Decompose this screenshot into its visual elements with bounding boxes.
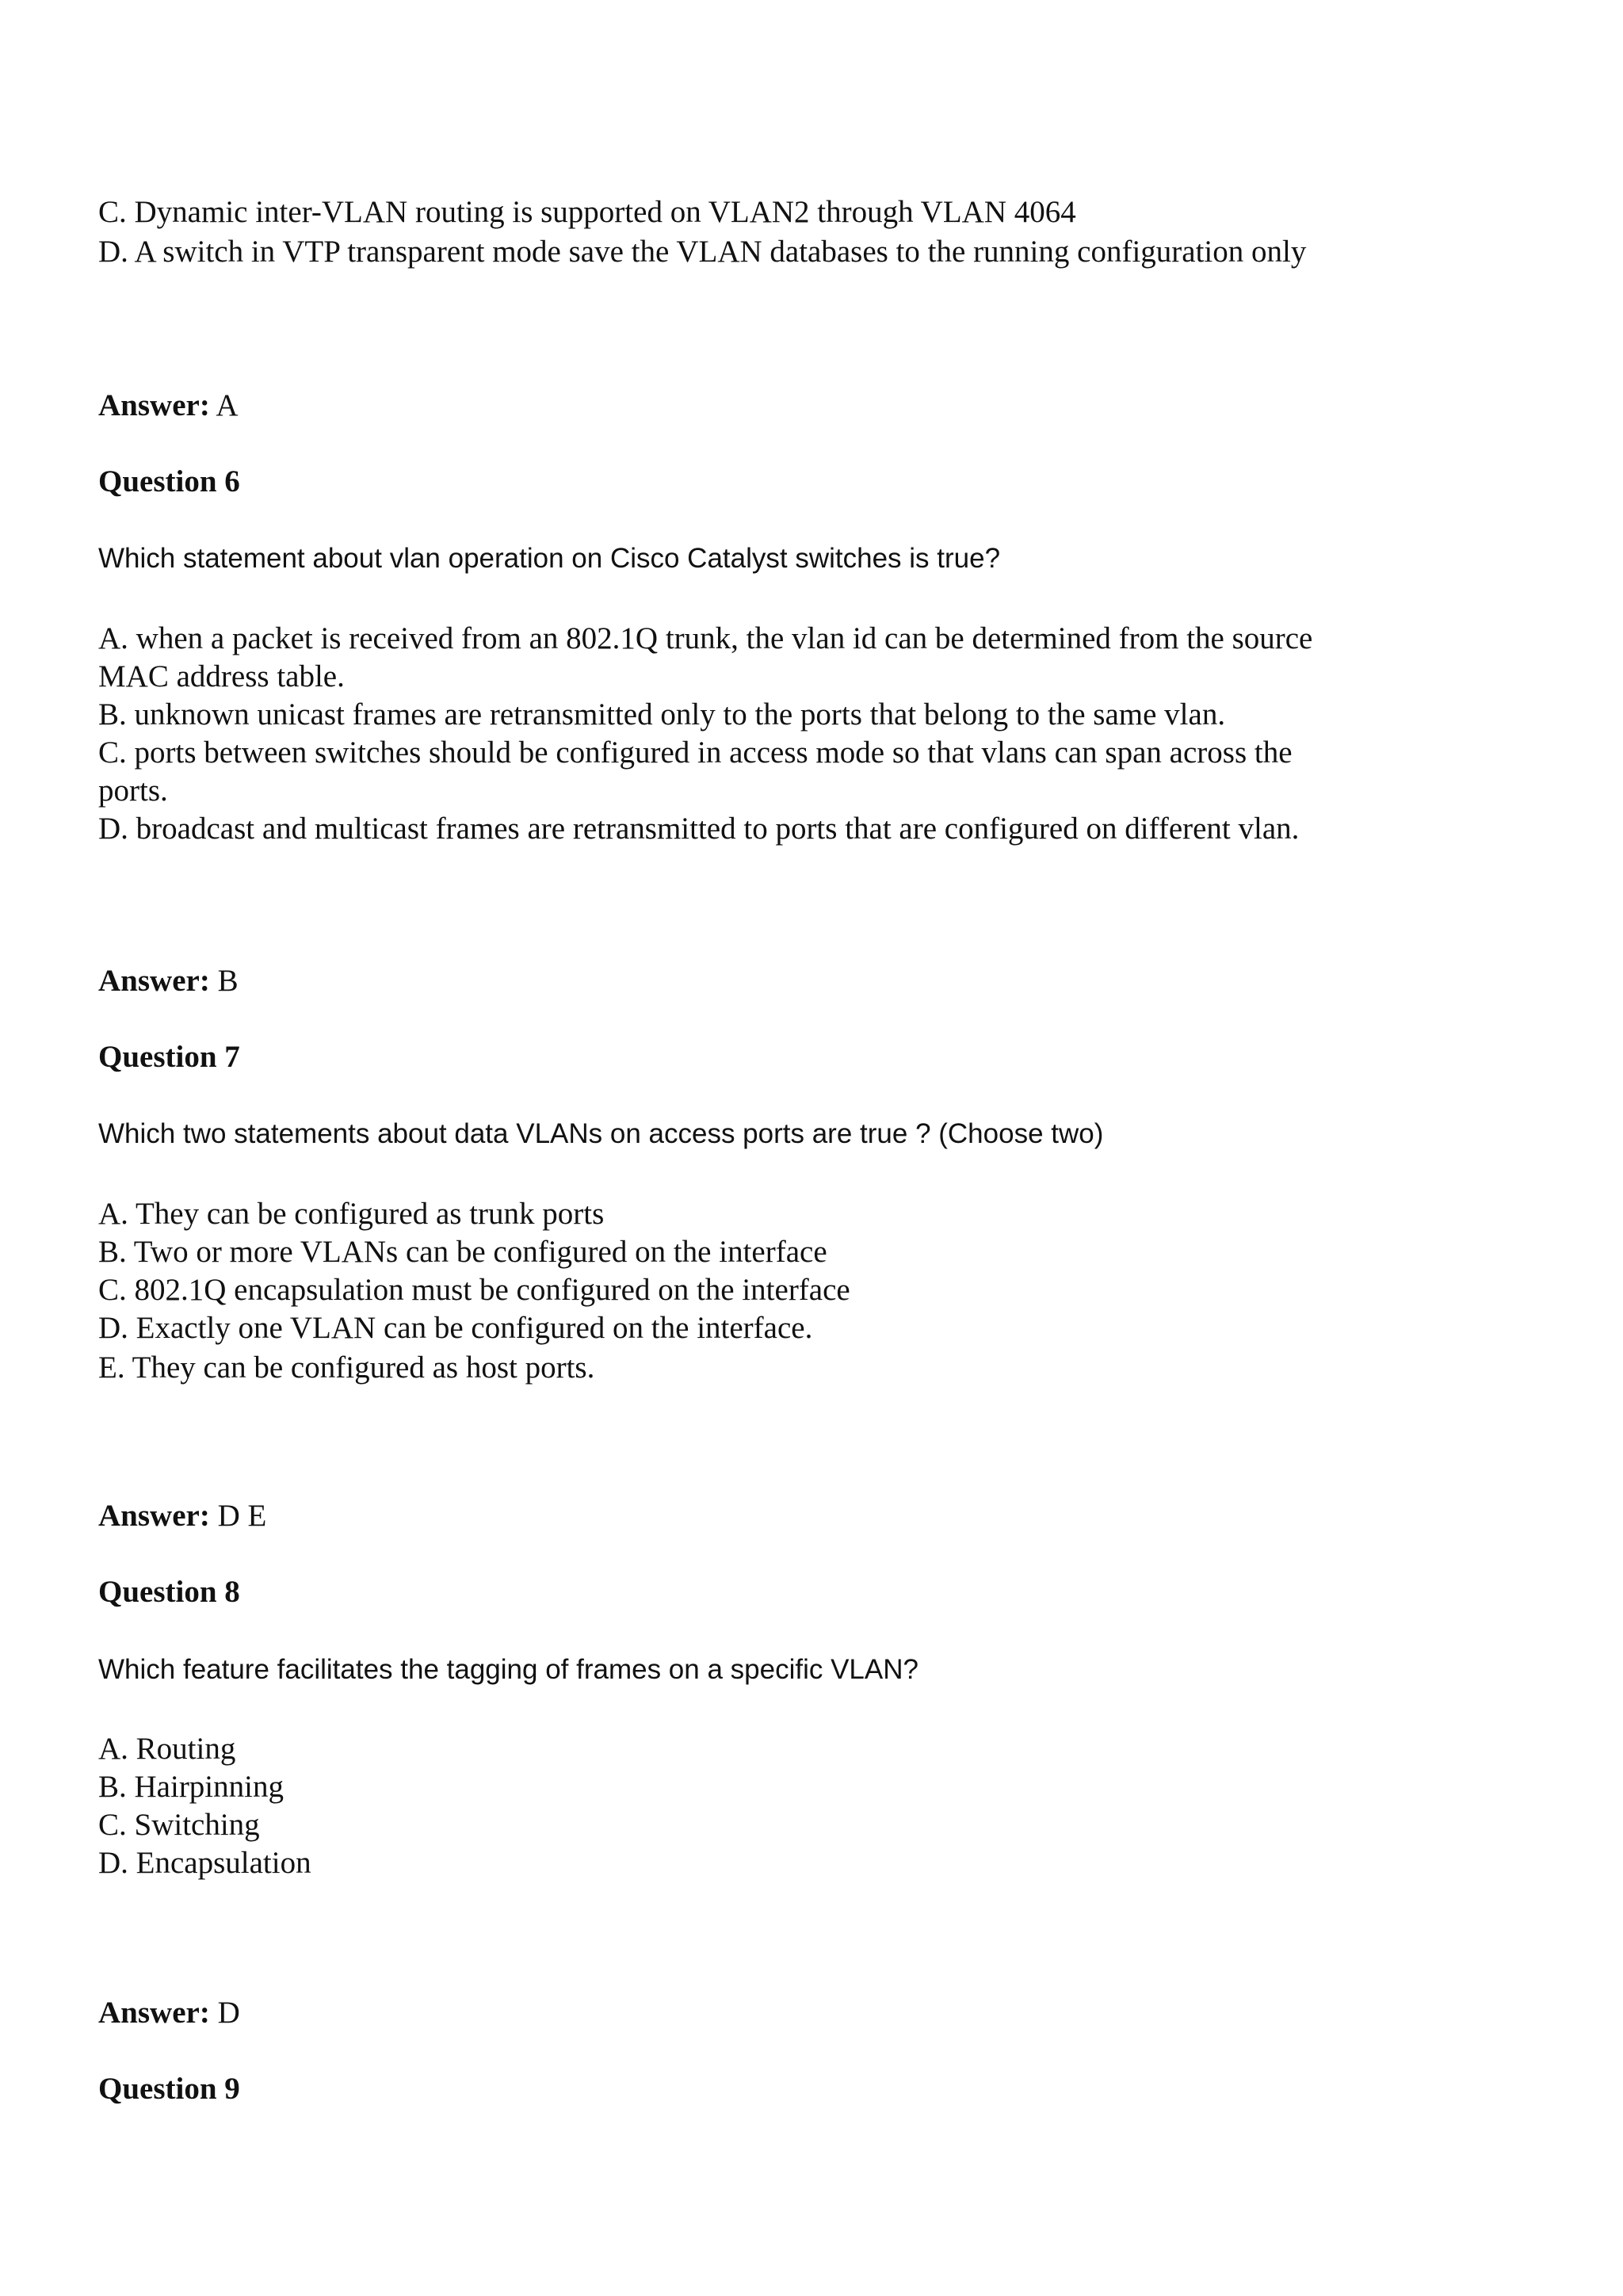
- question-7-answer: [98, 1497, 266, 1535]
- question-8-option-b: B. Hairpinning: [98, 1770, 284, 1804]
- question-7-option-b: B. Two or more VLANs can be configured on the interface: [98, 1235, 827, 1269]
- answer-label: Answer:: [98, 964, 210, 998]
- answer-value: A: [209, 388, 239, 422]
- question-6-option-c: C. ports between switches should be configured in access mode so that vlans can span across the: [98, 735, 1293, 770]
- answer-label: Answer:: [98, 388, 210, 422]
- question-8-option-d: D. Encapsulation: [98, 1846, 311, 1880]
- question-8-heading: Question 8: [98, 1575, 240, 1609]
- question-6-option-a-cont: MAC address table.: [98, 659, 345, 693]
- question-6-option-d: D. broadcast and multicast frames are retransmitted to ports that are configured on different vlan.: [98, 812, 1300, 846]
- answer-label: Answer:: [98, 1499, 210, 1533]
- option-d-prev: D. A switch in VTP transparent mode save the VLAN databases to the running configuration only: [98, 235, 1307, 269]
- question-7-option-e: E. They can be configured as host ports.: [98, 1350, 595, 1385]
- answer-value: D: [209, 1996, 240, 2030]
- option-c-prev: C. Dynamic inter-VLAN routing is supported on VLAN2 through VLAN 4064: [98, 195, 1076, 229]
- question-9-heading: Question 9: [98, 2072, 240, 2106]
- question-6-option-b: B. unknown unicast frames are retransmitted only to the ports that belong to the same vlan.: [98, 697, 1226, 732]
- question-8-stem: Which feature facilitates the tagging of frames on a specific VLAN?: [98, 1654, 918, 1685]
- question-8-option-c: C. Switching: [98, 1808, 260, 1842]
- question-8-answer: [98, 1994, 240, 2032]
- question-7-option-a: A. They can be configured as trunk ports: [98, 1197, 605, 1231]
- question-8-option-a: A. Routing: [98, 1732, 236, 1766]
- question-6-option-c-cont: ports.: [98, 774, 168, 808]
- answer-prev: [98, 387, 239, 425]
- question-7-heading: Question 7: [98, 1040, 240, 1074]
- question-7-option-d: D. Exactly one VLAN can be configured on the interface.: [98, 1311, 813, 1345]
- question-6-answer: [98, 962, 239, 1000]
- answer-value: D E: [209, 1499, 267, 1533]
- question-6-stem: Which statement about vlan operation on Cisco Catalyst switches is true?: [98, 543, 1001, 574]
- question-7-stem: Which two statements about data VLANs on access ports are true ? (Choose two): [98, 1118, 1104, 1149]
- answer-label: Answer:: [98, 1996, 210, 2030]
- answer-value: B: [209, 964, 239, 998]
- question-7-option-c: C. 802.1Q encapsulation must be configured on the interface: [98, 1273, 850, 1307]
- question-6-heading: Question 6: [98, 464, 240, 499]
- question-6-option-a: A. when a packet is received from an 802.1Q trunk, the vlan id can be determined from the source: [98, 621, 1313, 655]
